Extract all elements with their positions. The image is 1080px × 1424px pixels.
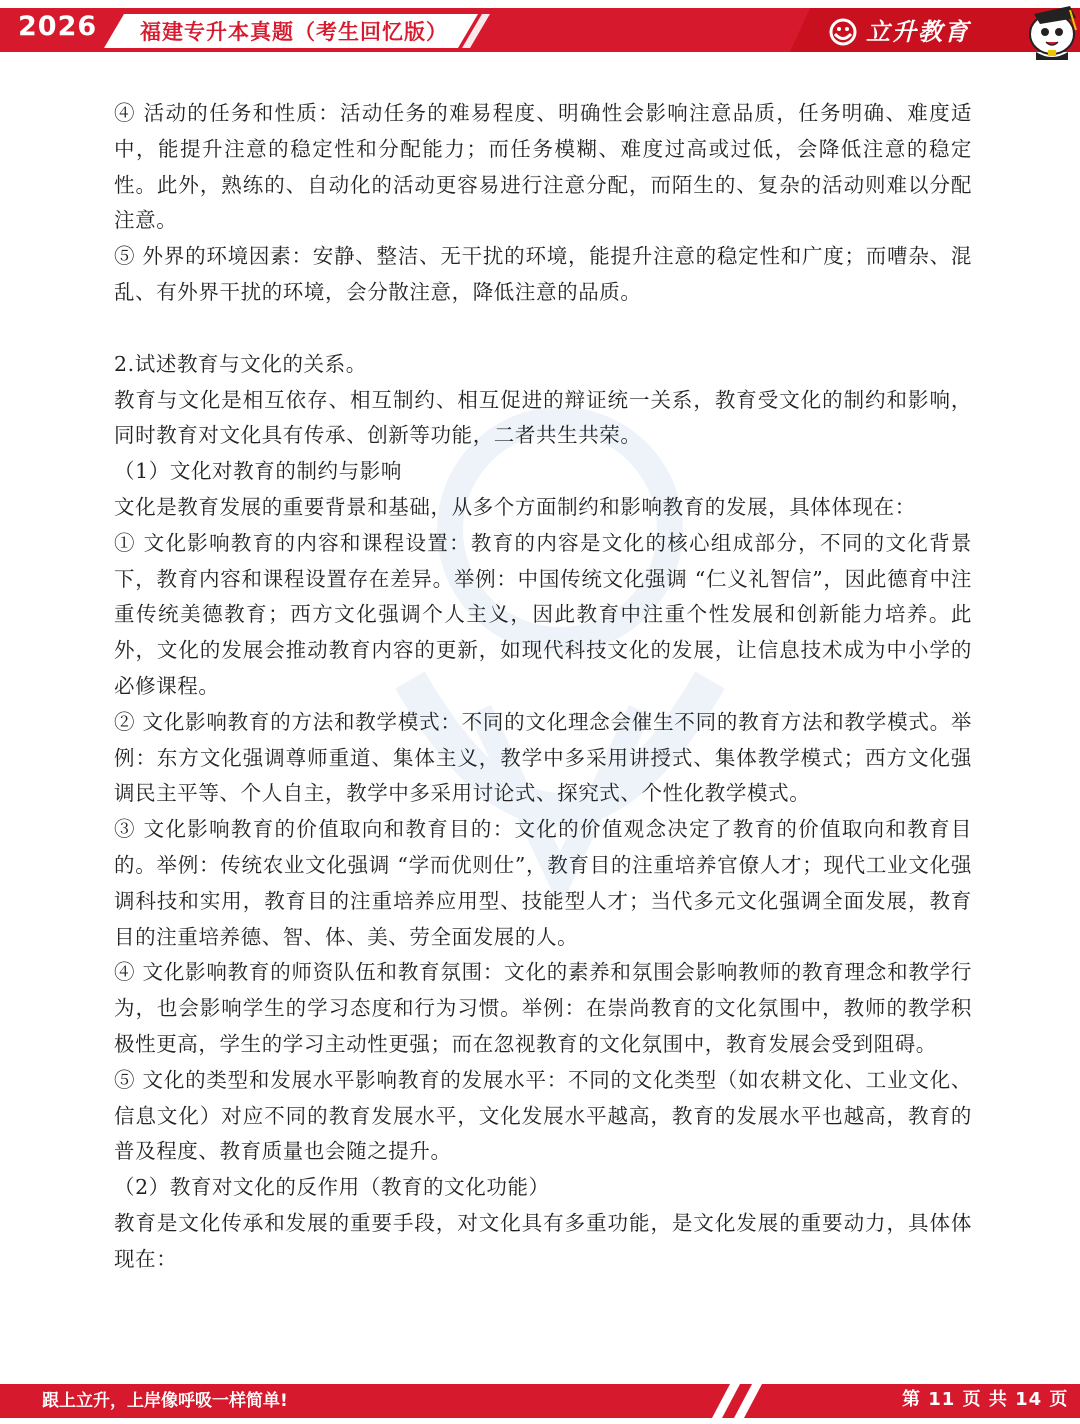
- page-number: 第 11 页 共 14 页: [902, 1389, 1069, 1410]
- page-header: [0, 0, 1080, 62]
- paragraph-education-function: 教育是文化传承和发展的重要手段，对文化具有多重功能，是文化发展的重要动力，具体体现在：: [114, 1210, 972, 1271]
- header-title: 福建专升本真题（考生回忆版）: [140, 20, 448, 44]
- question-heading: 2.试述教育与文化的关系。: [114, 351, 367, 376]
- document-body: [114, 96, 972, 1278]
- brand-logo: [828, 16, 1018, 50]
- footer-slogan: 跟上立升，上岸像呼吸一样简单!: [42, 1391, 288, 1411]
- section-heading-culture-influence: （1）文化对教育的制约与影响: [114, 459, 402, 484]
- paragraph-point-2: ② 文化影响教育的方法和教学模式：不同的文化理念会催生不同的教育方法和教学模式。举例：东方文化强调尊师重道、集体主义，教学中多采用讲授式、集体教学模式；西方文化强调民主平等、个人自主，教学中多采用讨论式、探究式、个性化教学模式。: [114, 709, 972, 806]
- paragraph-point-5: ⑤ 文化的类型和发展水平影响教育的发展水平：不同的文化类型（如农耕文化、工业文化、信息文化）对应不同的教育发展水平，文化发展水平越高，教育的发展水平也越高，教育的普及程度、教育质量也会随之提升。: [114, 1067, 972, 1164]
- page-footer: [0, 1384, 1080, 1418]
- paragraph-gap: [114, 311, 972, 347]
- paragraph-point-1: ① 文化影响教育的内容和课程设置：教育的内容是文化的核心组成部分，不同的文化背景下，教育内容和课程设置存在差异。举例：中国传统文化强调 “仁义礼智信”，因此德育中注重传统美德教育；西方文化强调个人主义，因此教育中注重个性发展和创新能力培养。此外，文化的发展会推动教育内容的更新，如现代科技文化的发展，让信息技术成为中小学的必修课程。: [114, 530, 972, 698]
- paragraph-point-4: ④ 文化影响教育的师资队伍和教育氛围：文化的素养和氛围会影响教师的教育理念和教学行为，也会影响学生的学习态度和行为习惯。举例：在崇尚教育的文化氛围中，教师的教学积极性更高，学生的学习主动性更强；而在忽视教育的文化氛围中，教育发展会受到阻碍。: [114, 960, 972, 1056]
- brand-name: 立升教育: [866, 18, 970, 46]
- section-heading-education-function: （2）教育对文化的反作用（教育的文化功能）: [114, 1175, 550, 1200]
- paragraph-factor-task: ④ 活动的任务和性质：活动任务的难易程度、明确性会影响注意品质，任务明确、难度适中，能提升注意的稳定性和分配能力；而任务模糊、难度过高或过低，会降低注意的稳定性。此外，熟练的、自动化的活动更容易进行注意分配，而陌生的、复杂的活动则难以分配注意。: [114, 101, 972, 233]
- paragraph-factor-environment: ⑤ 外界的环境因素：安静、整洁、无干扰的环境，能提升注意的稳定性和广度；而嘈杂、混乱、有外界干扰的环境，会分散注意，降低注意的品质。: [114, 244, 972, 304]
- mascot-icon: [1018, 0, 1080, 60]
- paragraph-culture-basis: 文化是教育发展的重要背景和基础，从多个方面制约和影响教育的发展，具体体现在：: [114, 494, 916, 519]
- brand-logo-icon: [828, 17, 858, 47]
- header-year: 2026: [18, 11, 98, 42]
- paragraph-point-3: ③ 文化影响教育的价值取向和教育目的：文化的价值观念决定了教育的价值取向和教育目的。举例：传统农业文化强调 “学而优则仕”，教育目的注重培养官僚人才；现代工业文化强调科技和实用，教育目的注重培养应用型、技能型人才；当代多元文化强调全面发展，教育目的注重培养德、智、体、美、劳全面发展的人。: [114, 817, 972, 949]
- paragraph-intro: 教育与文化是相互依存、相互制约、相互促进的辩证统一关系，教育受文化的制约和影响，同时教育对文化具有传承、创新等功能，二者共生共荣。: [114, 387, 972, 448]
